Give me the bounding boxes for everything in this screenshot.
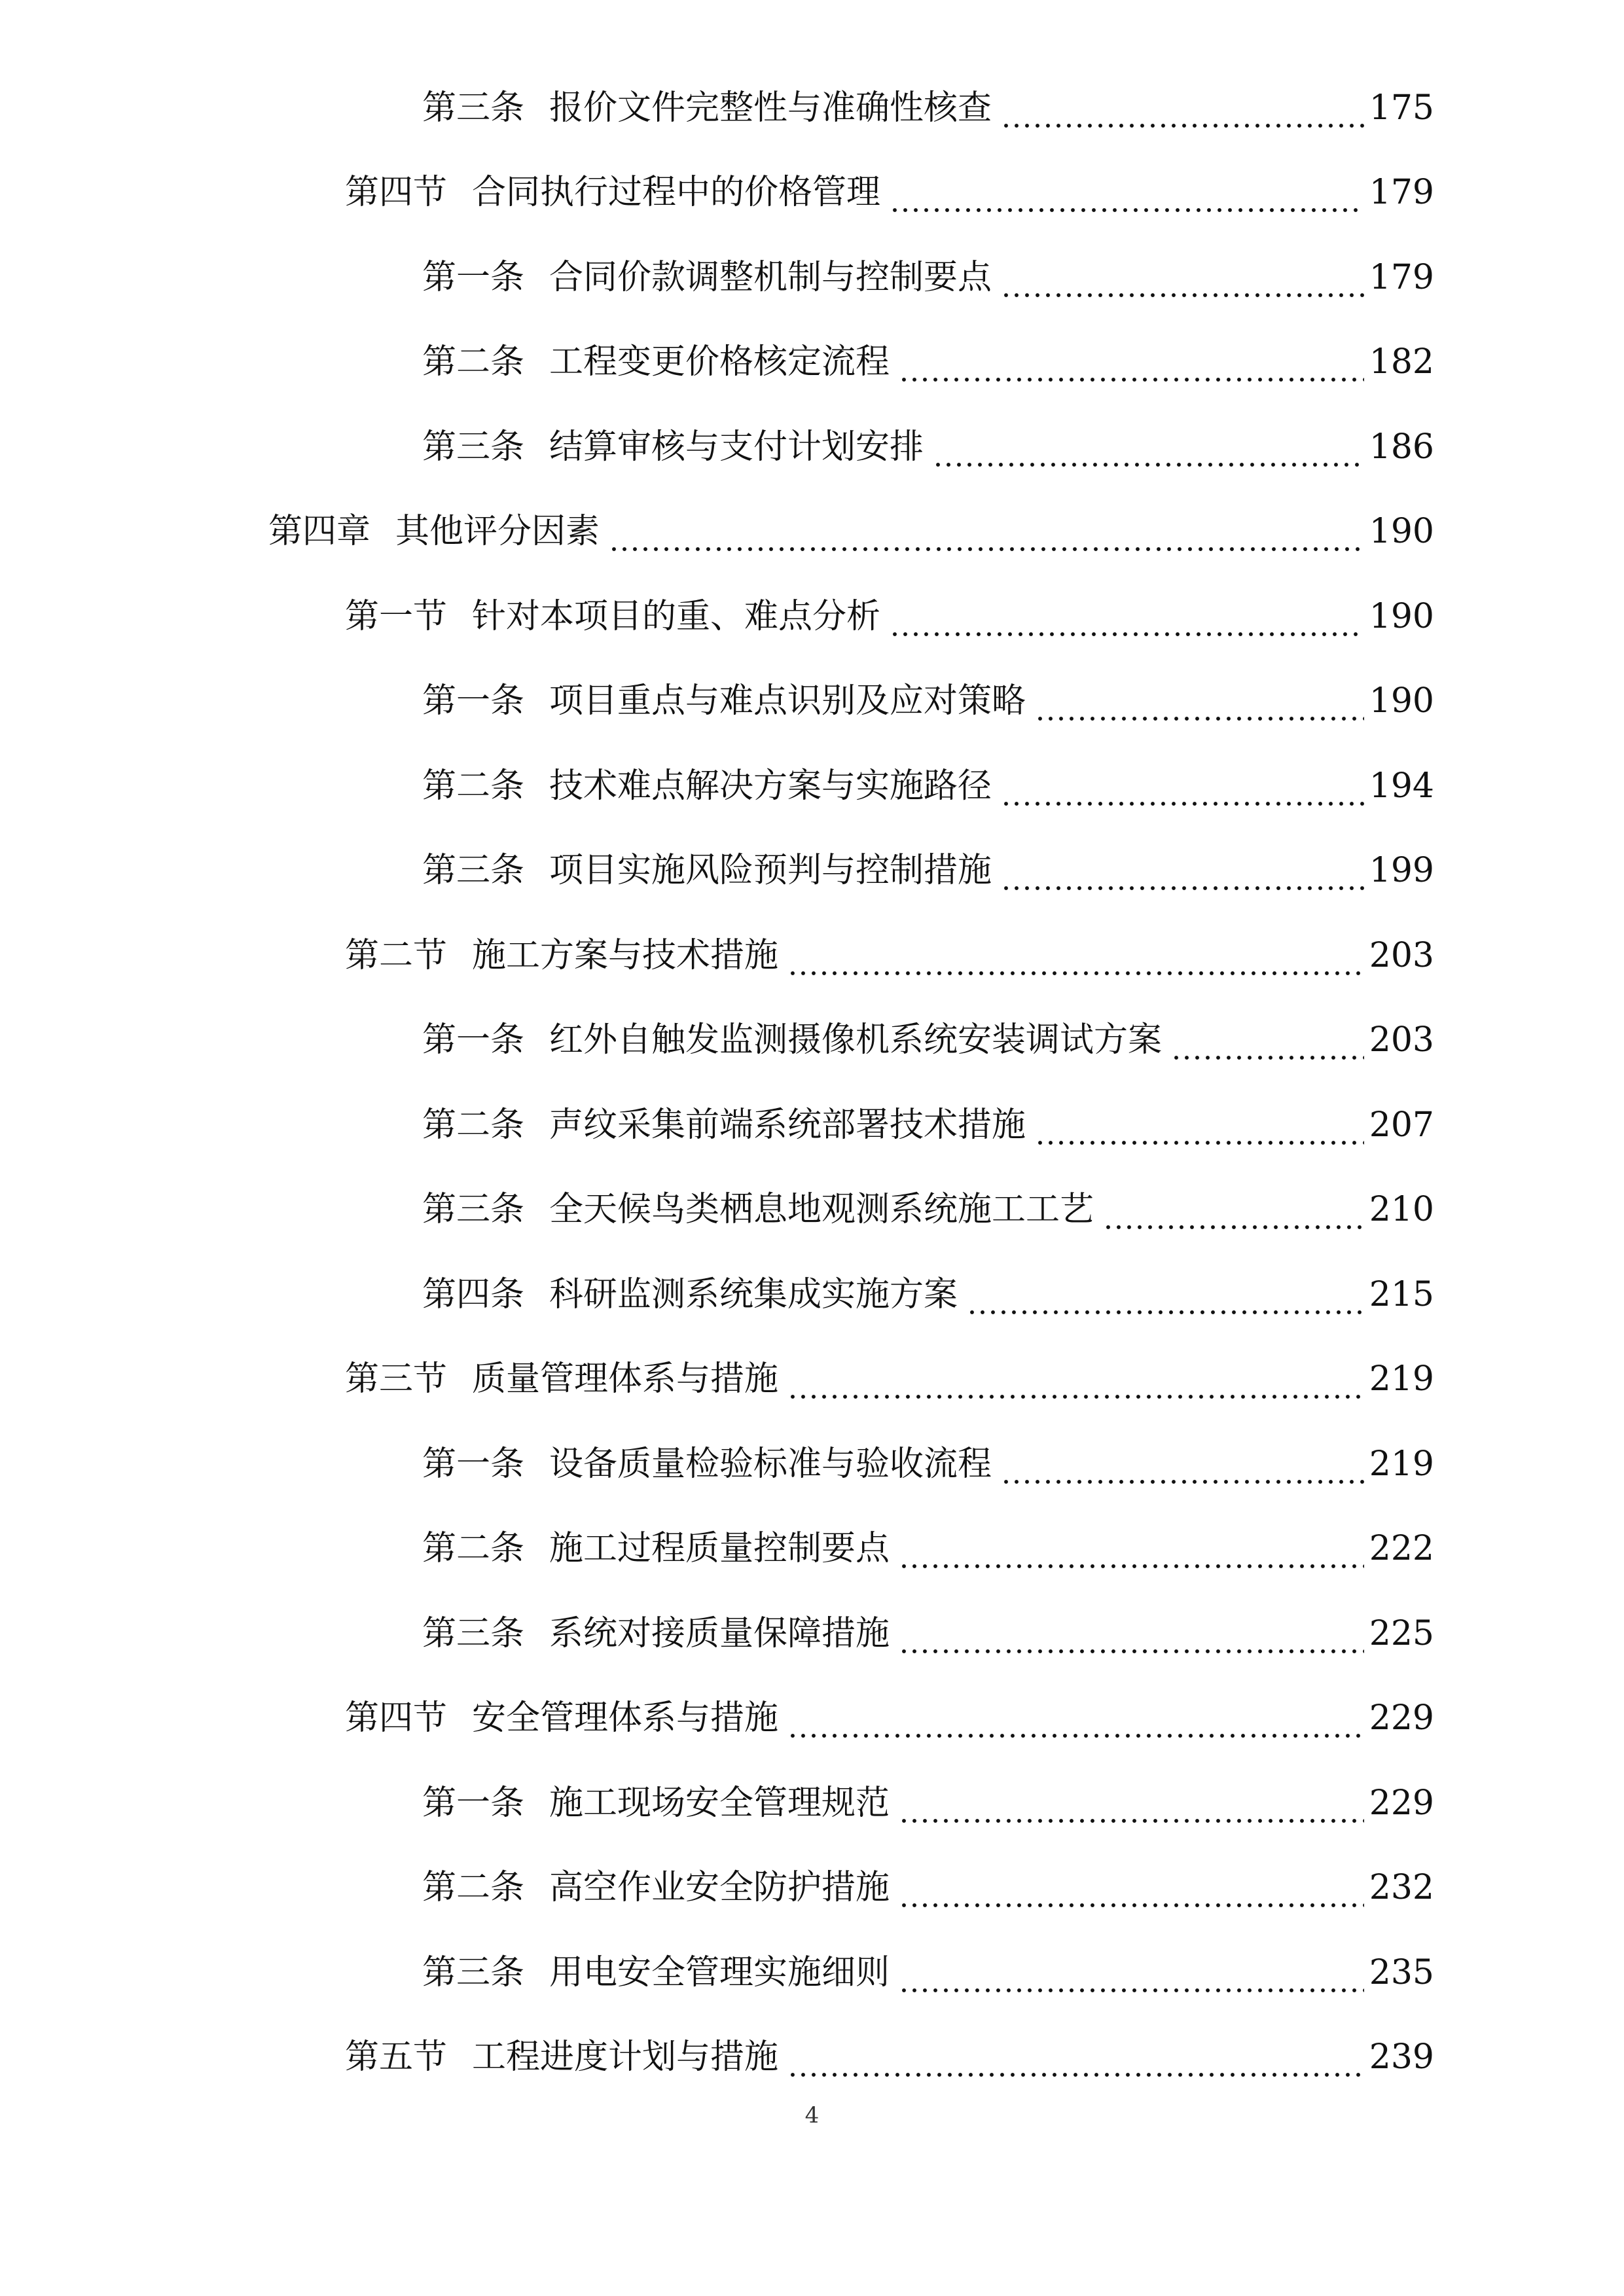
toc-entry-number: 第二条 xyxy=(422,1529,525,1569)
toc-entry-title: 工程进度计划与措施 xyxy=(472,2037,779,2077)
toc-dot-leader xyxy=(899,1790,1364,1824)
toc-entry-page: 179 xyxy=(1369,257,1434,297)
toc-entry-page: 222 xyxy=(1369,1529,1434,1569)
toc-entry-number: 第四章 xyxy=(268,512,371,552)
toc-entry-title: 施工方案与技术措施 xyxy=(472,935,779,975)
toc-entry[interactable] xyxy=(0,1422,1624,1507)
toc-entry-page: 190 xyxy=(1369,681,1434,721)
toc-entry-page: 219 xyxy=(1369,1444,1434,1484)
toc-entry[interactable] xyxy=(0,659,1624,744)
toc-entry[interactable] xyxy=(0,1168,1624,1253)
toc-dot-leader xyxy=(899,349,1364,383)
toc-entry-title: 合同执行过程中的价格管理 xyxy=(472,173,881,213)
page-number: 4 xyxy=(804,2102,820,2128)
toc-dot-leader xyxy=(1171,1027,1364,1061)
toc-entry-number: 第四条 xyxy=(422,1274,525,1314)
toc-dot-leader xyxy=(1001,773,1364,807)
toc-dot-leader xyxy=(899,1535,1364,1570)
toc-entry-title: 系统对接质量保障措施 xyxy=(549,1613,890,1653)
toc-entry[interactable] xyxy=(0,1252,1624,1337)
toc-entry[interactable] xyxy=(0,320,1624,405)
toc-entry-title: 科研监测系统集成实施方案 xyxy=(549,1274,958,1314)
toc-entry-title: 高空作业安全防护措施 xyxy=(549,1868,890,1908)
toc-entry[interactable] xyxy=(0,1930,1624,2015)
toc-dot-leader xyxy=(787,942,1364,977)
toc-dot-leader xyxy=(890,179,1364,213)
toc-entry-page: 203 xyxy=(1369,935,1434,975)
toc-entry-number: 第三节 xyxy=(345,1359,448,1399)
toc-entry-title: 声纹采集前端系统部署技术措施 xyxy=(549,1105,1026,1145)
toc-entry-number: 第四节 xyxy=(345,1698,448,1738)
toc-entry-title: 全天候鸟类栖息地观测系统施工工艺 xyxy=(549,1190,1094,1230)
toc-entry[interactable] xyxy=(0,1337,1624,1422)
toc-entry[interactable] xyxy=(0,2015,1624,2100)
toc-entry-number: 第一条 xyxy=(422,257,525,297)
toc-entry-page: 235 xyxy=(1369,1952,1434,1992)
toc-entry-number: 第三条 xyxy=(422,851,525,891)
toc-dot-leader xyxy=(787,2044,1364,2078)
toc-dot-leader xyxy=(1035,1112,1364,1146)
toc-entry-title: 安全管理体系与措施 xyxy=(472,1698,779,1738)
toc-entry-title: 其他评分因素 xyxy=(395,512,600,552)
toc-entry[interactable] xyxy=(0,1846,1624,1931)
toc-entry-title: 结算审核与支付计划安排 xyxy=(549,427,924,467)
toc-entry-number: 第三条 xyxy=(422,88,525,128)
toc-entry-title: 施工现场安全管理规范 xyxy=(549,1783,890,1823)
toc-entry[interactable] xyxy=(0,235,1624,320)
toc-entry-page: 190 xyxy=(1369,512,1434,552)
toc-dot-leader xyxy=(890,603,1364,637)
toc-entry-title: 红外自触发监测摄像机系统安装调试方案 xyxy=(549,1020,1163,1060)
toc-entry-number: 第三条 xyxy=(422,1613,525,1653)
toc-entry-page: 190 xyxy=(1369,596,1434,636)
toc-entry[interactable] xyxy=(0,65,1624,151)
toc-entry-title: 设备质量检验标准与验收流程 xyxy=(549,1444,992,1484)
toc-entry-page: 219 xyxy=(1369,1359,1434,1399)
toc-dot-leader xyxy=(899,1621,1364,1655)
toc-entry-page: 203 xyxy=(1369,1020,1434,1060)
toc-entry[interactable] xyxy=(0,404,1624,490)
toc-entry-number: 第三条 xyxy=(422,1190,525,1230)
toc-entry[interactable] xyxy=(0,574,1624,659)
toc-entry-page: 175 xyxy=(1369,88,1434,128)
toc-entry[interactable] xyxy=(0,1676,1624,1761)
toc-entry-page: 232 xyxy=(1369,1868,1434,1908)
toc-entry-page: 210 xyxy=(1369,1190,1434,1230)
toc-entry-number: 第一节 xyxy=(345,596,448,636)
toc-entry-number: 第一条 xyxy=(422,681,525,721)
toc-entry[interactable] xyxy=(0,1507,1624,1592)
toc-dot-leader xyxy=(1001,95,1364,129)
toc-entry-title: 项目重点与难点识别及应对策略 xyxy=(549,681,1026,721)
toc-dot-leader xyxy=(1001,857,1364,891)
toc-entry-title: 项目实施风险预判与控制措施 xyxy=(549,851,992,891)
toc-dot-leader xyxy=(787,1366,1364,1400)
toc-entry[interactable] xyxy=(0,744,1624,829)
toc-entry-title: 技术难点解决方案与实施路径 xyxy=(549,766,992,806)
toc-entry[interactable] xyxy=(0,829,1624,914)
toc-dot-leader xyxy=(1103,1196,1364,1230)
toc-dot-leader xyxy=(1001,264,1364,298)
toc-entry[interactable] xyxy=(0,1591,1624,1676)
toc-entry-page: 225 xyxy=(1369,1613,1434,1653)
toc-entry-title: 针对本项目的重、难点分析 xyxy=(472,596,881,636)
toc-entry-title: 用电安全管理实施细则 xyxy=(549,1952,890,1992)
toc-dot-leader xyxy=(899,1960,1364,1994)
toc-entry-title: 报价文件完整性与准确性核查 xyxy=(549,88,992,128)
toc-dot-leader xyxy=(933,434,1364,468)
toc-entry[interactable] xyxy=(0,1083,1624,1168)
toc-entry-title: 工程变更价格核定流程 xyxy=(549,342,890,382)
toc-entry-page: 179 xyxy=(1369,173,1434,213)
toc-entry-number: 第五节 xyxy=(345,2037,448,2077)
toc-entry-number: 第二条 xyxy=(422,1868,525,1908)
toc-entry-title: 合同价款调整机制与控制要点 xyxy=(549,257,992,297)
toc-entry[interactable] xyxy=(0,913,1624,998)
toc-entry-page: 229 xyxy=(1369,1783,1434,1823)
toc-entry-number: 第一条 xyxy=(422,1444,525,1484)
toc-entry-page: 239 xyxy=(1369,2037,1434,2077)
toc-entry-number: 第一条 xyxy=(422,1020,525,1060)
toc-entry-number: 第二条 xyxy=(422,766,525,806)
toc-entry-number: 第三条 xyxy=(422,1952,525,1992)
toc-entry-number: 第二条 xyxy=(422,1105,525,1145)
toc-entry-number: 第一条 xyxy=(422,1783,525,1823)
toc-entry-number: 第二条 xyxy=(422,342,525,382)
table-of-contents xyxy=(0,65,1624,2100)
toc-entry[interactable] xyxy=(0,151,1624,236)
toc-entry-title: 质量管理体系与措施 xyxy=(472,1359,779,1399)
toc-entry[interactable] xyxy=(0,1761,1624,1846)
toc-entry-page: 194 xyxy=(1369,766,1434,806)
toc-entry-number: 第三条 xyxy=(422,427,525,467)
toc-entry[interactable] xyxy=(0,490,1624,575)
toc-entry-page: 207 xyxy=(1369,1105,1434,1145)
toc-dot-leader xyxy=(899,1874,1364,1909)
toc-dot-leader xyxy=(967,1282,1364,1316)
toc-entry-page: 215 xyxy=(1369,1274,1434,1314)
toc-dot-leader xyxy=(1001,1451,1364,1485)
toc-entry-title: 施工过程质量控制要点 xyxy=(549,1529,890,1569)
toc-entry-page: 229 xyxy=(1369,1698,1434,1738)
toc-dot-leader xyxy=(787,1705,1364,1739)
toc-entry-page: 186 xyxy=(1369,427,1434,467)
toc-dot-leader xyxy=(609,518,1364,552)
toc-entry-number: 第四节 xyxy=(345,173,448,213)
toc-entry-number: 第二节 xyxy=(345,935,448,975)
toc-entry[interactable] xyxy=(0,998,1624,1083)
toc-entry-page: 182 xyxy=(1369,342,1434,382)
toc-dot-leader xyxy=(1035,688,1364,722)
toc-entry-page: 199 xyxy=(1369,851,1434,891)
